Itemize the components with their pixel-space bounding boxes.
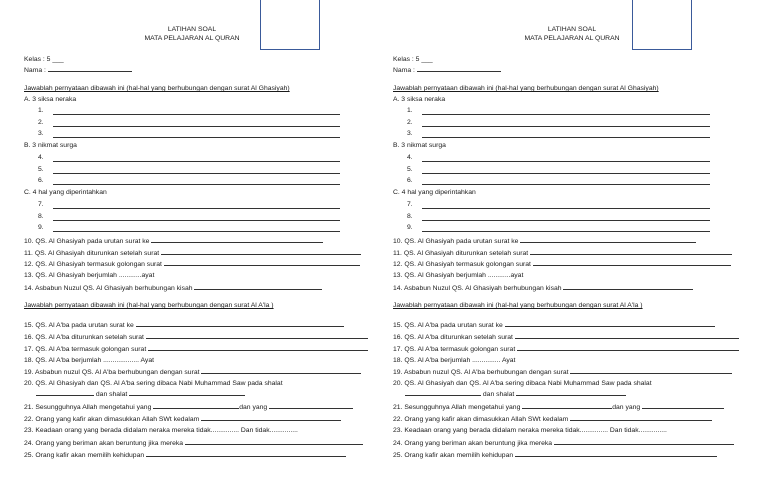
answer-blank[interactable] <box>570 367 732 374</box>
answer-blank[interactable] <box>563 283 693 290</box>
worksheet-subtitle: MATA PELAJARAN AL QURAN <box>144 35 240 42</box>
question-12: 12. QS. Al Ghasiyah termasuk golongan surat <box>393 259 731 269</box>
sub-item: 1. <box>407 107 413 114</box>
answer-blank[interactable] <box>422 131 710 138</box>
question-15: 15. QS. Al A'ba pada urutan surat ke <box>24 320 344 330</box>
answer-blank[interactable] <box>36 389 94 396</box>
answer-blank[interactable] <box>53 202 340 209</box>
group-b-label: B. 3 nikmat surga <box>393 142 446 149</box>
question-21: 21. Sesungguhnya Allah mengetahui yang dan yang <box>24 402 353 412</box>
section1-header: Jawablah pernyataan dibawah ini (hal-hal yang berhubungan dengan surat Al Ghasiyah) <box>24 85 290 92</box>
answer-blank[interactable] <box>53 178 340 185</box>
answer-blank[interactable] <box>405 389 481 396</box>
worksheet-title: LATIHAN SOAL <box>547 26 597 33</box>
question-14: 14. Asbabun Nuzul QS. Al Ghasiyah berhubungan kisah <box>393 283 693 293</box>
worksheet-title: LATIHAN SOAL <box>167 26 217 33</box>
answer-blank[interactable] <box>53 108 340 115</box>
answer-blank[interactable] <box>53 167 340 174</box>
question-10: 10. QS. Al Ghasiyah pada urutan surat ke <box>24 236 323 246</box>
answer-blank[interactable] <box>422 108 710 115</box>
answer-blank[interactable] <box>533 259 731 266</box>
nama-label: Nama : <box>393 65 501 75</box>
answer-blank[interactable] <box>422 167 710 174</box>
sub-item: 2. <box>407 119 413 126</box>
answer-blank[interactable] <box>161 248 361 255</box>
answer-blank[interactable] <box>53 120 340 127</box>
question-11: 11. QS. Al Ghasiyah diturunkan setelah surat <box>393 248 732 258</box>
question-25: 25. Orang kafir akan memilih kehidupan <box>24 450 346 460</box>
answer-blank[interactable] <box>515 332 739 339</box>
question-23: 23. Keadaan orang yang berada didalam neraka mereka tidak............... Dan tidak............... <box>24 427 298 434</box>
group-a-label: A. 3 siksa neraka <box>393 96 446 103</box>
sub-item: 5. <box>38 166 44 173</box>
question-17: 17. QS. Al A'ba termasuk golongan surat <box>24 344 368 354</box>
answer-blank[interactable] <box>201 414 341 421</box>
nama-label: Nama : <box>24 65 132 75</box>
question-20: 20. QS. Al Ghasiyah dan QS. Al A'ba sering dibaca Nabi Muhammad Saw pada shalat <box>393 380 652 387</box>
answer-blank[interactable] <box>201 367 361 374</box>
answer-blank[interactable] <box>136 320 344 327</box>
question-20-cont: dan shalat <box>36 389 245 399</box>
group-b-label: B. 3 nikmat surga <box>24 142 77 149</box>
section1-header: Jawablah pernyataan dibawah ini (hal-hal yang berhubungan dengan surat Al Ghasiyah) <box>393 85 659 92</box>
answer-blank[interactable] <box>520 236 696 243</box>
question-24: 24. Orang yang beriman akan beruntung jika mereka <box>393 438 734 448</box>
answer-blank[interactable] <box>53 214 340 221</box>
question-23: 23. Keadaan orang yang berada didalam neraka mereka tidak............... Dan tidak............... <box>393 427 667 434</box>
answer-blank[interactable] <box>642 402 724 409</box>
question-20-cont: dan shalat <box>405 389 626 399</box>
answer-blank[interactable] <box>530 248 732 255</box>
question-10: 10. QS. Al Ghasiyah pada urutan surat ke <box>393 236 696 246</box>
kelas-field: Kelas : 5 ___ <box>393 56 433 63</box>
sub-item: 6. <box>38 177 44 184</box>
question-14: 14. Asbabun Nuzul QS. Al Ghasiyah berhubungan kisah <box>24 283 322 293</box>
question-22: 22. Orang yang kafir akan dimasukkan Allah SWt kedalam <box>24 414 341 424</box>
worksheet-subtitle: MATA PELAJARAN AL QURAN <box>524 35 620 42</box>
sub-item: 1. <box>38 107 44 114</box>
question-12: 12. QS. Al Ghasiyah termasuk golongan surat <box>24 259 360 269</box>
question-25: 25. Orang kafir akan memilih kehidupan <box>393 450 717 460</box>
question-22: 22. Orang yang kafir akan dimasukkan Allah SWt kedalam <box>393 414 712 424</box>
answer-blank[interactable] <box>422 225 710 232</box>
sub-item: 3. <box>38 130 44 137</box>
sub-item: 7. <box>38 201 44 208</box>
question-21: 21. Sesungguhnya Allah mengetahui yang dan yang <box>393 402 724 412</box>
question-16: 16. QS. Al A'ba diturunkan setelah surat <box>393 332 739 342</box>
sub-item: 4. <box>407 154 413 161</box>
question-13: 13. QS. Al Ghasiyah berjumlah ............ayat <box>24 272 155 279</box>
sub-item: 5. <box>407 166 413 173</box>
section2-header: Jawablah pernyataan dibawah ini (hal-hal yang berhubungan dengan surat Al A'la ) <box>24 302 274 309</box>
answer-blank[interactable] <box>554 438 734 445</box>
answer-blank[interactable] <box>522 402 612 409</box>
answer-blank[interactable] <box>153 402 239 409</box>
question-13: 13. QS. Al Ghasiyah berjumlah ............ayat <box>393 272 524 279</box>
answer-blank[interactable] <box>422 202 710 209</box>
answer-blank[interactable] <box>517 344 739 351</box>
sub-item: 7. <box>407 201 413 208</box>
group-a-label: A. 3 siksa neraka <box>24 96 77 103</box>
answer-blank[interactable] <box>422 214 710 221</box>
answer-blank[interactable] <box>422 178 710 185</box>
answer-blank[interactable] <box>164 259 360 266</box>
nama-blank[interactable] <box>48 65 132 72</box>
answer-blank[interactable] <box>269 402 353 409</box>
question-15: 15. QS. Al A'ba pada urutan surat ke <box>393 320 715 330</box>
answer-blank[interactable] <box>422 155 710 162</box>
answer-blank[interactable] <box>422 120 710 127</box>
nama-blank[interactable] <box>417 65 501 72</box>
answer-blank[interactable] <box>148 344 368 351</box>
answer-blank[interactable] <box>570 414 712 421</box>
sub-item: 2. <box>38 119 44 126</box>
question-24: 24. Orang yang beriman akan beruntung jika mereka <box>24 438 363 448</box>
question-11: 11. QS. Al Ghasiyah diturunkan setelah surat <box>24 248 361 258</box>
answer-blank[interactable] <box>515 450 717 457</box>
answer-blank[interactable] <box>505 320 715 327</box>
answer-blank[interactable] <box>53 225 340 232</box>
answer-blank[interactable] <box>146 332 368 339</box>
group-c-label: C. 4 hal yang diperintahkan <box>24 189 107 196</box>
section2-header: Jawablah pernyataan dibawah ini (hal-hal yang berhubungan dengan surat Al A'la ) <box>393 302 643 309</box>
sub-item: 9. <box>407 224 413 231</box>
sub-item: 8. <box>407 213 413 220</box>
answer-blank[interactable] <box>53 131 340 138</box>
question-17: 17. QS. Al A'ba termasuk golongan surat <box>393 344 739 354</box>
group-c-label: C. 4 hal yang diperintahkan <box>393 189 476 196</box>
answer-blank[interactable] <box>146 450 346 457</box>
question-18: 18. QS. Al A'ba berjumlah ............... Ayat <box>393 357 516 364</box>
question-20: 20. QS. Al Ghasiyah dan QS. Al A'ba sering dibaca Nabi Muhammad Saw pada shalat <box>24 380 283 387</box>
sub-item: 9. <box>38 224 44 231</box>
answer-blank[interactable] <box>185 438 363 445</box>
question-19: 19. Asbabun nuzul QS. Al A'ba berhubungan dengan surat <box>24 367 361 377</box>
answer-blank[interactable] <box>194 283 322 290</box>
answer-blank[interactable] <box>151 236 323 243</box>
answer-blank[interactable] <box>516 389 626 396</box>
question-16: 16. QS. Al A'ba diturunkan setelah surat <box>24 332 368 342</box>
answer-blank[interactable] <box>53 155 340 162</box>
question-18: 18. QS. Al A'ba berjumlah ................... Ayat <box>24 357 154 364</box>
sub-item: 6. <box>407 177 413 184</box>
kelas-field: Kelas : 5 ___ <box>24 56 64 63</box>
worksheet-right <box>384 0 768 490</box>
answer-blank[interactable] <box>129 389 245 396</box>
sub-item: 3. <box>407 130 413 137</box>
sub-item: 4. <box>38 154 44 161</box>
sub-item: 8. <box>38 213 44 220</box>
question-19: 19. Asbabun nuzul QS. Al A'ba berhubungan dengan surat <box>393 367 732 377</box>
